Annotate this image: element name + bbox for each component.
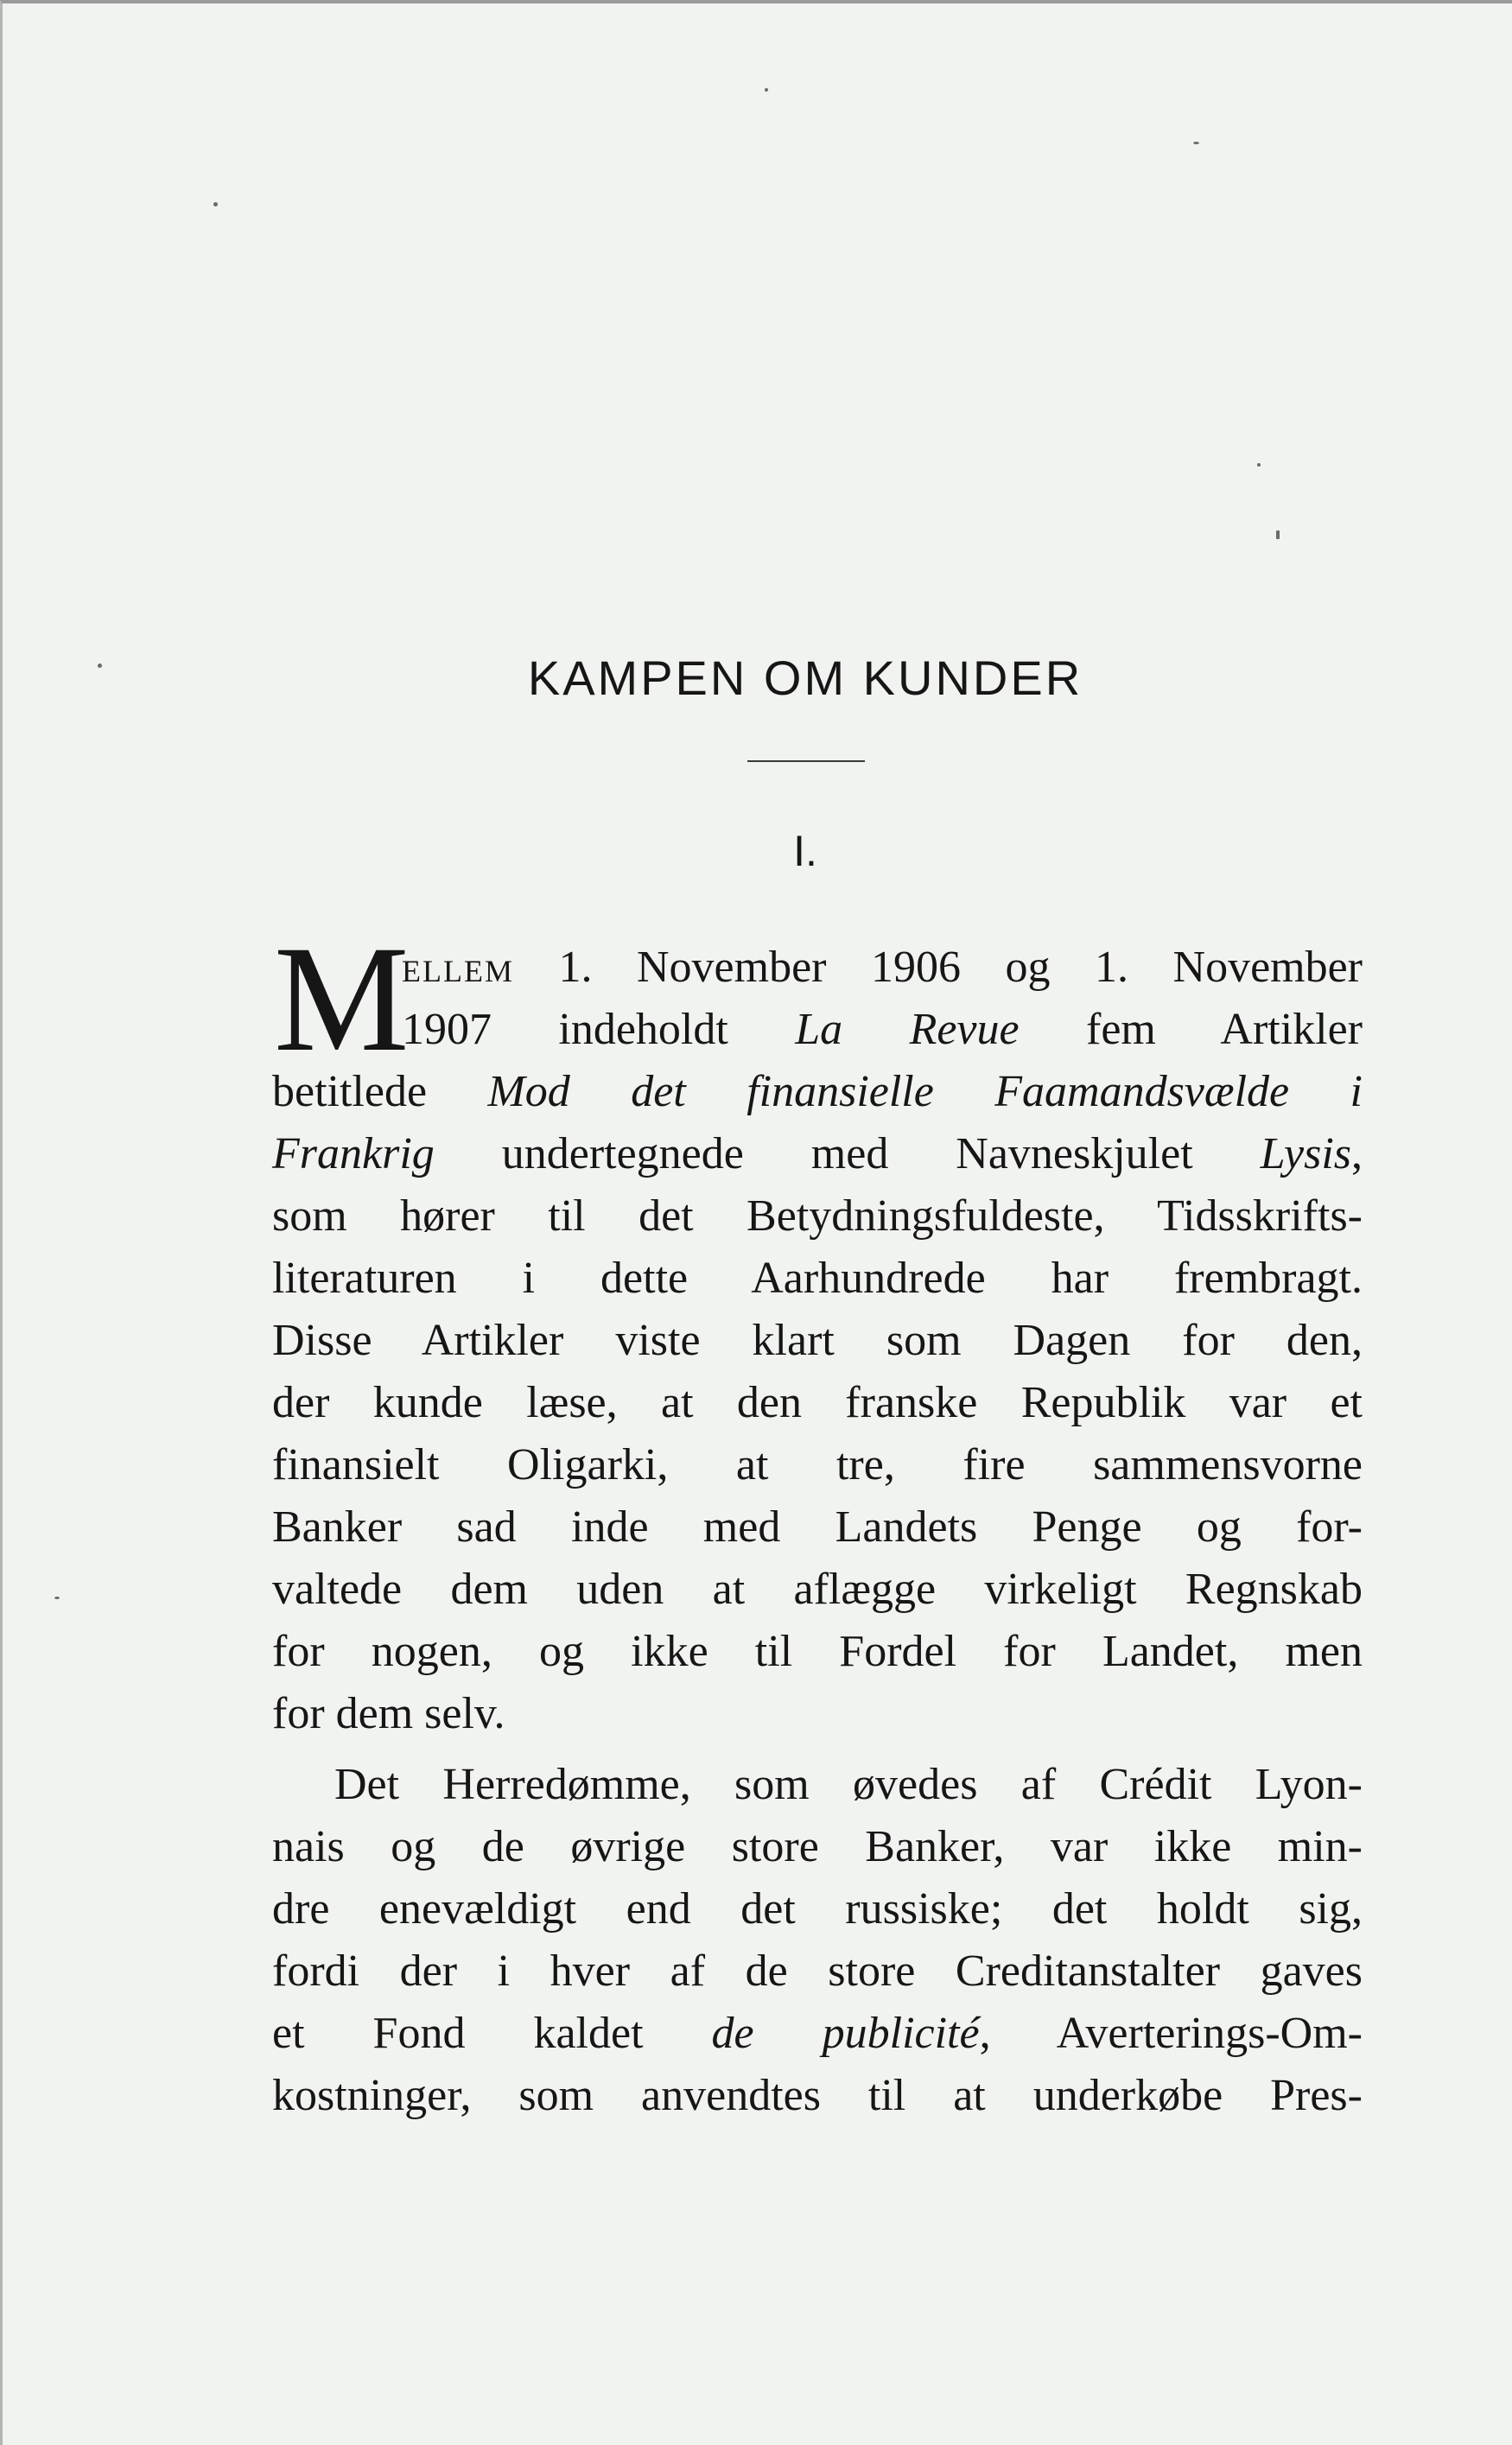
text-line: dre enevældigt end det russiske; det holdt sig,	[272, 1884, 1363, 1934]
text-line: finansielt Oligarki, at tre, fire sammensvorne	[272, 1440, 1363, 1489]
text-line: som hører til det Betydningsfuldeste, Tidsskrifts-	[272, 1191, 1363, 1241]
scan-speck	[765, 88, 768, 92]
scan-speck	[1193, 142, 1199, 144]
drop-cap: M	[274, 915, 410, 1083]
journal-title: La Revue	[795, 1005, 1020, 1054]
text-line: kostninger, som anvendtes til at underkøbe Pres-	[272, 2071, 1363, 2120]
text-line: Frankrig undertegnede med Navneskjulet Lysis,	[272, 1129, 1363, 1178]
dropcap-continuation: ELLEM	[402, 954, 514, 988]
text-line: valtede dem uden at aflægge virkeligt Regnskab	[272, 1565, 1363, 1614]
text-line: Det Herredømme, som øvedes af Crédit Lyon-	[334, 1760, 1363, 1809]
pseudonym: Lysis	[1260, 1129, 1351, 1178]
text-line: for dem selv.	[272, 1689, 505, 1738]
text-line: ELLEM 1. November 1906 og 1. November	[402, 943, 1363, 992]
text-line: Disse Artikler viste klart som Dagen for den,	[272, 1316, 1363, 1365]
article-title: Mod det finansielle Faamandsvælde i	[487, 1067, 1363, 1116]
scan-speck	[213, 202, 218, 206]
article-title-cont: Frankrig	[272, 1129, 435, 1178]
scan-speck	[54, 1597, 60, 1599]
text-line: nais og de øvrige store Banker, var ikke min-	[272, 1822, 1363, 1871]
title-divider	[747, 760, 865, 762]
text-line: der kunde læse, at den franske Republik var et	[272, 1378, 1363, 1427]
text-line: et Fond kaldet de publicité, Averterings-Om-	[272, 2009, 1363, 2058]
text-line: fordi der i hver af de store Creditanstalter gaves	[272, 1946, 1363, 1996]
text-line: 1907 indeholdt La Revue fem Artikler	[402, 1005, 1363, 1054]
text-line: Banker sad inde med Landets Penge og for-	[272, 1502, 1363, 1552]
body-text	[272, 915, 1363, 2127]
fund-name: de publicité	[711, 2009, 980, 2058]
text-line: for nogen, og ikke til Fordel for Landet, men	[272, 1627, 1363, 1676]
chapter-title: KAMPEN OM KUNDER	[527, 651, 1083, 705]
text-line: literaturen i dette Aarhundrede har frembragt.	[272, 1254, 1363, 1303]
scan-speck	[1257, 463, 1261, 467]
scan-speck	[1276, 530, 1280, 539]
text-line: betitlede Mod det finansielle Faamandsvælde i	[272, 1067, 1363, 1116]
section-number: I.	[793, 827, 817, 875]
